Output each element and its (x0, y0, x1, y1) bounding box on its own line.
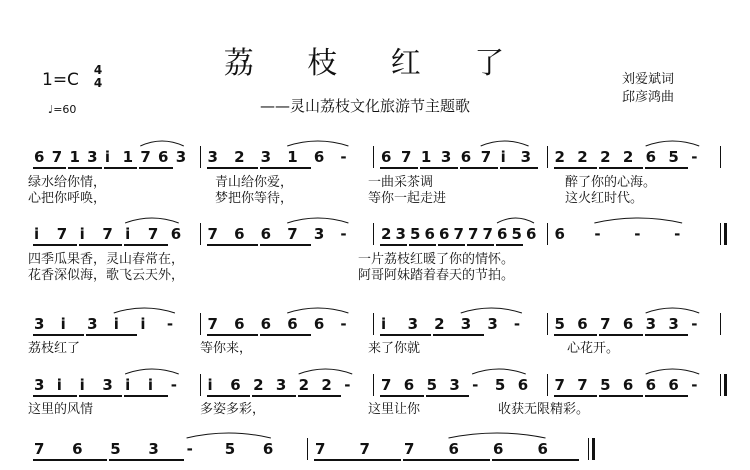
lyric-line: 阿哥阿妹踏着春天的节拍。 (358, 268, 515, 283)
jianpu-note: 7 (600, 315, 611, 333)
jianpu-note: i (56, 376, 62, 394)
jianpu-note: 6 (460, 148, 472, 166)
jianpu-note: 6 (313, 148, 325, 166)
song-subtitle: ——灵山荔枝文化旅游节主题歌 (260, 97, 471, 115)
jianpu-note: 3 (34, 315, 45, 333)
beam-underline (298, 395, 342, 397)
beam-underline (104, 167, 137, 169)
jianpu-note: 6 (577, 315, 588, 333)
dash-note: - (691, 376, 698, 394)
lyric-line: 这里的风情 (28, 402, 94, 417)
jianpu-note: 3 (520, 148, 531, 166)
jianpu-note: i (207, 376, 213, 394)
jianpu-note: 1 (69, 148, 80, 166)
jianpu-note: 6 (537, 440, 548, 458)
slur-layer (0, 148, 750, 178)
jianpu-note: 7 (381, 376, 392, 394)
jianpu-note: 6 (622, 315, 634, 333)
bar-line (588, 438, 589, 460)
beam-underline (252, 395, 296, 397)
dash-note: - (634, 225, 641, 243)
bar-line (200, 223, 201, 245)
slur-mark (140, 141, 183, 146)
jianpu-note: 3 (313, 225, 325, 243)
beam-underline (599, 395, 643, 397)
jianpu-note: 7 (404, 440, 415, 458)
lyric-line: 梦把你等待， (215, 191, 294, 206)
jianpu-note: 7 (102, 225, 113, 243)
lyric-line: 多姿多彩， (200, 402, 266, 417)
beam-underline (33, 334, 84, 336)
slur-mark (472, 369, 526, 374)
dash-note: - (166, 315, 174, 333)
lyric-line: 等你一起走进 (368, 191, 447, 206)
jianpu-note: 3 (102, 376, 113, 394)
jianpu-note: 3 (395, 225, 406, 243)
jianpu-note: 3 (87, 315, 98, 333)
dash-note: - (513, 315, 521, 333)
jianpu-note: i (34, 225, 40, 243)
jianpu-note: 3 (440, 148, 452, 166)
slur-mark (299, 369, 353, 374)
jianpu-note: 7 (400, 148, 412, 166)
jianpu-note: 2 (554, 148, 565, 166)
jianpu-note: 7 (554, 376, 565, 394)
jianpu-note: 2 (234, 148, 245, 166)
jianpu-note: i (79, 225, 85, 243)
jianpu-note: 5 (668, 148, 679, 166)
jianpu-note: 3 (449, 376, 460, 394)
jianpu-note: 5 (410, 225, 421, 243)
jianpu-note: 5 (600, 376, 611, 394)
lyric-line: 一片荔枝红暖了你的情怀。 (358, 252, 515, 267)
beam-underline (260, 167, 311, 169)
beam-underline (426, 395, 470, 397)
jianpu-note: 2 (600, 148, 611, 166)
bar-line (720, 146, 721, 168)
beam-underline (33, 244, 77, 246)
dash-note: - (340, 148, 347, 166)
beam-underline (124, 244, 168, 246)
slur-mark (594, 218, 682, 223)
jianpu-note: 2 (577, 148, 588, 166)
dash-note: - (344, 376, 351, 394)
lyric-line: 一曲采茶调 (368, 175, 434, 190)
dash-note: - (691, 315, 698, 333)
beam-underline (380, 244, 407, 246)
beam-underline (500, 167, 538, 169)
beam-underline (33, 459, 107, 461)
beam-underline (496, 244, 523, 246)
slur-mark (461, 308, 522, 313)
jianpu-note: 6 (493, 440, 504, 458)
jianpu-note: 7 (482, 225, 493, 243)
final-bar-line (592, 438, 595, 460)
beam-underline (260, 334, 311, 336)
jianpu-note: 3 (487, 315, 498, 333)
time-signature-bottom: 4 (93, 76, 103, 90)
jianpu-note: 3 (148, 440, 159, 458)
beam-underline (380, 395, 424, 397)
tempo-marking: ♩=60 (48, 103, 77, 116)
jianpu-note: 7 (577, 376, 588, 394)
jianpu-note: 7 (34, 440, 45, 458)
dash-note: - (691, 148, 698, 166)
bar-line (200, 313, 201, 335)
lyric-line: 绿水给你情， (28, 175, 107, 190)
slur-mark (287, 218, 348, 223)
beam-underline (554, 395, 598, 397)
jianpu-note: 2 (253, 376, 264, 394)
jianpu-note: 1 (287, 148, 298, 166)
jianpu-note: 7 (287, 225, 298, 243)
jianpu-note: 2 (298, 376, 310, 394)
beam-underline (86, 334, 137, 336)
beam-underline (139, 167, 172, 169)
beam-underline (554, 167, 598, 169)
beam-underline (79, 244, 123, 246)
beam-underline (380, 167, 418, 169)
jianpu-note: 3 (645, 315, 657, 333)
jianpu-note: 6 (260, 315, 272, 333)
jianpu-note: 6 (158, 148, 169, 166)
beam-underline (207, 167, 258, 169)
jianpu-note: 1 (420, 148, 432, 166)
time-signature-top: 4 (93, 63, 103, 77)
jianpu-note: 6 (448, 440, 459, 458)
beam-underline (420, 167, 458, 169)
beam-underline (380, 334, 431, 336)
slur-mark (481, 141, 529, 146)
jianpu-note: 6 (287, 315, 298, 333)
beam-underline (599, 334, 643, 336)
jianpu-note: 3 (34, 376, 45, 394)
jianpu-note: 6 (230, 376, 241, 394)
slur-mark (125, 369, 179, 374)
dash-note: - (472, 376, 479, 394)
beam-underline (467, 244, 494, 246)
lyric-line: 这里让你 (368, 402, 421, 417)
beam-underline (207, 395, 251, 397)
jianpu-note: i (104, 148, 111, 166)
jianpu-note: 3 (460, 315, 472, 333)
jianpu-note: 5 (426, 376, 437, 394)
bar-line (547, 146, 548, 168)
bar-line (720, 313, 721, 335)
jianpu-note: i (79, 376, 85, 394)
song-title: 荔 枝 红 了 (223, 46, 527, 81)
jianpu-note: 6 (313, 315, 325, 333)
beam-underline (645, 167, 689, 169)
jianpu-note: i (60, 315, 66, 333)
bar-line (373, 223, 374, 245)
bar-line (373, 374, 374, 396)
jianpu-note: 5 (224, 440, 236, 458)
beam-underline (207, 244, 258, 246)
jianpu-note: 5 (110, 440, 121, 458)
jianpu-note: 7 (480, 148, 492, 166)
lyric-line: 收获无限精彩。 (498, 402, 590, 417)
jianpu-note: 6 (260, 225, 272, 243)
jianpu-note: 6 (622, 376, 634, 394)
jianpu-note: 6 (72, 440, 83, 458)
dash-note: - (340, 225, 347, 243)
jianpu-note: i (500, 148, 506, 166)
lyric-line: 四季瓜果香，灵山春常在， (28, 252, 185, 267)
beam-underline (645, 334, 689, 336)
jianpu-note: 6 (668, 376, 679, 394)
slur-mark (646, 308, 700, 313)
dash-note: - (594, 225, 601, 243)
jianpu-note: 6 (554, 225, 565, 243)
slur-mark (287, 308, 348, 313)
beam-underline (492, 459, 579, 461)
jianpu-note: i (147, 376, 154, 394)
beam-underline (207, 334, 258, 336)
jianpu-note: 7 (359, 440, 370, 458)
beam-underline (260, 244, 311, 246)
bar-line (373, 146, 374, 168)
final-bar-line (724, 223, 727, 245)
jianpu-note: 7 (207, 225, 218, 243)
bar-line (307, 438, 308, 460)
jianpu-note: 2 (622, 148, 634, 166)
slur-mark (646, 369, 700, 374)
dash-note: - (674, 225, 681, 243)
slur-mark (125, 218, 179, 223)
slur-mark (497, 218, 534, 223)
jianpu-note: 6 (170, 225, 182, 243)
lyric-line: 荔枝红了 (28, 341, 81, 356)
jianpu-note: 6 (262, 440, 274, 458)
jianpu-note: 7 (315, 440, 326, 458)
jianpu-note: 3 (407, 315, 419, 333)
beam-underline (403, 459, 490, 461)
jianpu-note: 5 (554, 315, 565, 333)
jianpu-note: 7 (207, 315, 218, 333)
jianpu-note: 3 (87, 148, 98, 166)
jianpu-note: 6 (497, 225, 508, 243)
key-signature: 1=C (42, 70, 79, 90)
jianpu-note: 6 (424, 225, 435, 243)
beam-underline (433, 334, 484, 336)
beam-underline (124, 395, 168, 397)
slur-mark (187, 433, 271, 438)
composer-credit: 邱彦鸿曲 (622, 90, 675, 105)
beam-underline (409, 244, 436, 246)
jianpu-note: i (381, 315, 387, 333)
dash-note: - (170, 376, 177, 394)
lyric-line: 来了你就 (368, 341, 421, 356)
bar-line (547, 313, 548, 335)
beam-underline (109, 459, 183, 461)
jianpu-note: 6 (645, 376, 657, 394)
beam-underline (33, 167, 66, 169)
jianpu-note: 2 (434, 315, 445, 333)
jianpu-note: 6 (234, 315, 245, 333)
jianpu-note: 2 (381, 225, 392, 243)
beam-underline (314, 459, 401, 461)
jianpu-note: 1 (122, 148, 134, 166)
lyricist-credit: 刘爱斌词 (622, 72, 675, 87)
jianpu-note: 7 (140, 148, 151, 166)
beam-underline (33, 395, 77, 397)
beam-underline (645, 395, 689, 397)
bar-line (720, 374, 721, 396)
jianpu-note: 6 (645, 148, 657, 166)
jianpu-note: 3 (207, 148, 218, 166)
jianpu-note: 7 (51, 148, 63, 166)
beam-underline (460, 167, 498, 169)
jianpu-note: 5 (511, 225, 522, 243)
dash-note: - (340, 315, 347, 333)
lyric-line: 花香深似海，歌飞云天外， (28, 268, 185, 283)
jianpu-note: 7 (468, 225, 479, 243)
final-bar-line (724, 374, 727, 396)
bar-line (720, 223, 721, 245)
jianpu-note: 7 (147, 225, 159, 243)
jianpu-note: 3 (275, 376, 287, 394)
jianpu-note: 6 (517, 376, 529, 394)
beam-underline (554, 334, 598, 336)
lyric-line: 等你来， (200, 341, 253, 356)
jianpu-note: 3 (668, 315, 679, 333)
jianpu-note: 7 (56, 225, 68, 243)
lyric-line: 青山给你爱， (215, 175, 294, 190)
jianpu-note: 7 (453, 225, 464, 243)
lyric-line: 醉了你的心海。 (565, 175, 657, 190)
jianpu-note: 3 (175, 148, 187, 166)
jianpu-note: i (140, 315, 146, 333)
jianpu-note: 6 (403, 376, 415, 394)
dash-note: - (186, 440, 193, 458)
bar-line (373, 313, 374, 335)
beam-underline (79, 395, 123, 397)
jianpu-note: i (113, 315, 119, 333)
beam-underline (599, 167, 643, 169)
slur-mark (646, 141, 700, 146)
jianpu-note: 6 (381, 148, 392, 166)
bar-line (200, 374, 201, 396)
jianpu-note: i (125, 225, 131, 243)
bar-line (547, 223, 548, 245)
lyric-line: 这火红时代。 (565, 191, 644, 206)
time-signature (92, 64, 104, 90)
slur-mark (449, 433, 546, 438)
bar-line (547, 374, 548, 396)
lyric-line: 心花开。 (567, 341, 620, 356)
beam-underline (68, 167, 101, 169)
jianpu-note: 3 (260, 148, 272, 166)
lyric-line: 心把你呼唤， (28, 191, 107, 206)
beam-underline (438, 244, 465, 246)
jianpu-note: 2 (321, 376, 332, 394)
jianpu-note: 5 (494, 376, 506, 394)
bar-line (200, 146, 201, 168)
slur-mark (114, 308, 175, 313)
jianpu-note: 6 (526, 225, 537, 243)
jianpu-note: 6 (34, 148, 45, 166)
jianpu-note: i (125, 376, 131, 394)
slur-mark (287, 141, 348, 146)
jianpu-note: 6 (234, 225, 245, 243)
jianpu-note: 6 (439, 225, 450, 243)
